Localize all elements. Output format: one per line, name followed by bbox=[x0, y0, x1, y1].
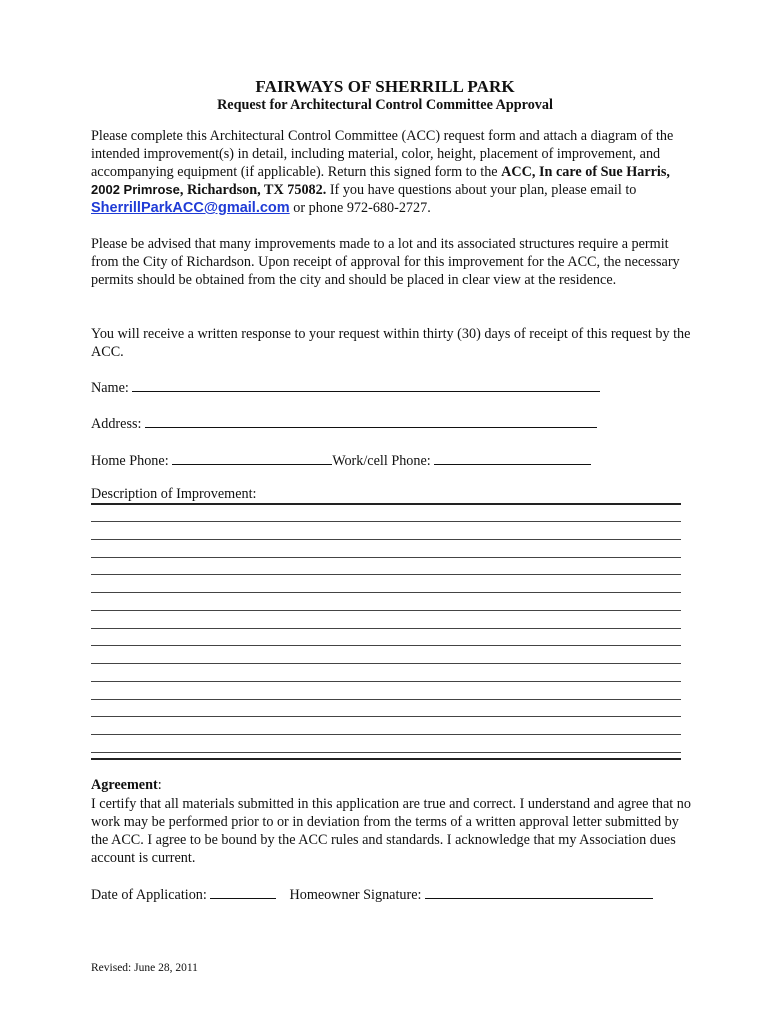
home-phone-field[interactable] bbox=[172, 451, 332, 465]
work-phone-field[interactable] bbox=[434, 451, 591, 465]
agreement-text: I certify that all materials submitted in this application are true and correct. I understand and agree that no work may be performed prior to or in deviation from the terms of a written approval letter submitted by the ACC. I agree to be bound by the ACC rules and standards. I acknowledge that my Association dues account is current. bbox=[91, 796, 691, 866]
page-title: FAIRWAYS OF SHERRILL PARK bbox=[255, 77, 515, 96]
description-line[interactable] bbox=[91, 734, 681, 735]
home-phone-label: Home Phone: bbox=[91, 453, 169, 469]
response-paragraph: You will receive a written response to your request within thirty (30) days of receipt of this request by the ACC. bbox=[91, 326, 691, 360]
description-line[interactable] bbox=[91, 716, 681, 717]
description-line[interactable] bbox=[91, 752, 681, 753]
description-line[interactable] bbox=[91, 628, 681, 629]
acc-city: , Richardson, TX 75082. bbox=[179, 182, 327, 198]
address-field[interactable] bbox=[145, 414, 597, 428]
permits-paragraph: Please be advised that many improvements made to a lot and its associated structures require a permit from the City of Richardson. Upon receipt of approval for this improvement for the ACC, the necessary permits should be obtained from the city and should be placed in clear view at the residence. bbox=[91, 236, 680, 288]
description-line[interactable] bbox=[91, 592, 681, 593]
address-label: Address: bbox=[91, 416, 142, 432]
description-line[interactable] bbox=[91, 539, 681, 540]
intro-text: Please complete this Architectural Control Committee (ACC) request form and attach a diagram of the intended improvement(s) in detail, including material, color, height, placement of improvement, and accompanying equipment (if applicable). Return this signed form to the bbox=[91, 128, 674, 180]
name-field[interactable] bbox=[132, 378, 600, 392]
work-phone-label: Work/cell Phone: bbox=[332, 453, 431, 469]
description-line[interactable] bbox=[91, 699, 681, 700]
description-line[interactable] bbox=[91, 681, 681, 682]
name-row bbox=[91, 378, 600, 397]
signature-field[interactable] bbox=[425, 885, 653, 899]
signature-label: Homeowner Signature: bbox=[289, 887, 422, 903]
date-label: Date of Application: bbox=[91, 887, 207, 903]
intro-questions-text: If you have questions about your plan, please email to bbox=[326, 182, 637, 198]
description-bottom-rule bbox=[91, 758, 681, 760]
acc-street: 2002 Primrose bbox=[91, 182, 180, 197]
description-label: Description of Improvement: bbox=[91, 486, 257, 502]
page-subtitle: Request for Architectural Control Committee Approval bbox=[217, 97, 553, 113]
agreement-heading bbox=[91, 777, 162, 794]
revised-date: Revised: June 28, 2011 bbox=[91, 962, 198, 974]
agreement-colon: : bbox=[157, 777, 162, 793]
intro-paragraph bbox=[91, 127, 691, 217]
description-line[interactable] bbox=[91, 574, 681, 575]
acc-address-label: ACC, In care of Sue Harris, bbox=[501, 164, 670, 180]
description-line[interactable] bbox=[91, 663, 681, 664]
description-line[interactable] bbox=[91, 503, 681, 505]
date-field[interactable] bbox=[210, 885, 276, 899]
description-line[interactable] bbox=[91, 610, 681, 611]
signature-row bbox=[91, 885, 653, 904]
address-row bbox=[91, 414, 597, 433]
description-line[interactable] bbox=[91, 645, 681, 646]
description-line[interactable] bbox=[91, 521, 681, 522]
name-label: Name: bbox=[91, 380, 129, 396]
phone-row bbox=[91, 451, 591, 470]
phone-text: or phone 972-680-2727. bbox=[289, 200, 431, 216]
description-line[interactable] bbox=[91, 557, 681, 558]
email-link[interactable]: SherrillParkACC@gmail.com bbox=[91, 200, 290, 216]
agreement-heading-text: Agreement bbox=[91, 777, 158, 793]
